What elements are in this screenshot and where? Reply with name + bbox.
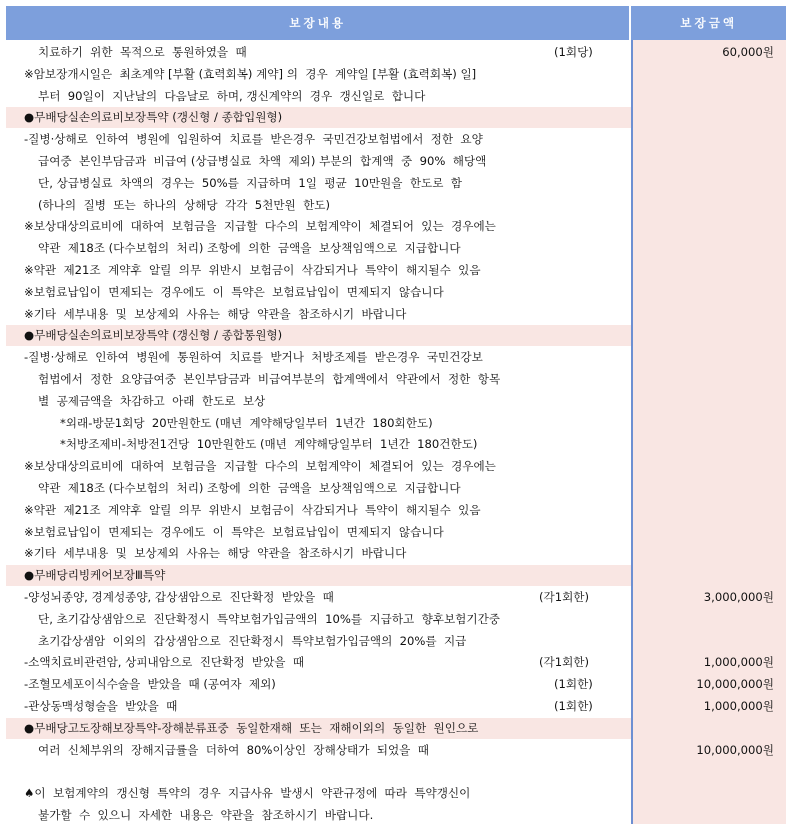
amount-cell bbox=[633, 42, 786, 63]
line-text: ※보험료납입이 면제되는 경우에도 이 특약은 보험료납입이 면제되지 않습니다 bbox=[24, 524, 444, 539]
amount-cell bbox=[633, 652, 786, 673]
frequency-limit: (1회한) bbox=[554, 699, 593, 713]
coverage-line bbox=[6, 391, 631, 412]
line-text: ※약관 제21조 계약후 알릴 의무 위반시 보험금이 삭감되거나 특약이 해지될수 있음 bbox=[24, 263, 481, 277]
coverage-line bbox=[6, 86, 631, 107]
line-text: -조혈모세포이식수술을 받았을 때 (공여자 제외) bbox=[24, 677, 276, 692]
coverage-line bbox=[6, 696, 631, 717]
line-text: ♠이 보험계약의 갱신형 특약의 경우 지급사유 발생시 약관규정에 따라 특약갱신이 bbox=[24, 786, 471, 801]
section-heading-row bbox=[6, 107, 631, 128]
coverage-line bbox=[6, 740, 631, 761]
amount-cell bbox=[633, 674, 786, 695]
coverage-line bbox=[6, 216, 631, 237]
line-text: *외래-방문1회당 20만원한도 (매년 계약해당일부터 1년간 180회한도) bbox=[60, 415, 433, 430]
line-text: ※보상대상의료비에 대하여 보험금을 지급할 다수의 보험계약이 체결되어 있는 경우에는 bbox=[24, 459, 496, 474]
coverage-line bbox=[6, 129, 631, 150]
line-text: 단, 상급병실료 차액의 경우는 50%를 지급하며 1일 평균 10만원을 한도로 함 bbox=[38, 175, 462, 190]
amount-value: 60,000원 bbox=[722, 45, 774, 59]
line-text: ※기타 세부내용 및 보상제외 사유는 해당 약관을 참조하시기 바랍니다 bbox=[24, 306, 407, 321]
amount-cell bbox=[633, 696, 786, 717]
line-text: ●무배당고도장해보장특약-장해분류표중 동일한재해 또는 재해이외의 동일한 원인으로 bbox=[24, 720, 479, 735]
line-text: -양성뇌종양, 경계성종양, 갑상샘암으로 진단확정 받았을 때 bbox=[24, 590, 334, 604]
line-text: *처방조제비-처방전1건당 10만원한도 (매년 계약해당일부터 1년간 180건한도) bbox=[60, 437, 478, 452]
line-text: ※보험료납입이 면제되는 경우에도 이 특약은 보험료납입이 면제되지 않습니다 bbox=[24, 284, 444, 299]
coverage-line bbox=[6, 522, 631, 543]
line-text: 치료하기 위한 목적으로 통원하였을 때 bbox=[38, 45, 247, 59]
coverage-line bbox=[6, 42, 631, 63]
coverage-line bbox=[6, 260, 631, 281]
line-text: -질병·상해로 인하여 병원에 통원하여 치료를 받거나 처방조제를 받은경우 국민건강보 bbox=[24, 350, 483, 365]
frequency-limit: (각1회한) bbox=[539, 655, 590, 670]
amount-cell bbox=[633, 740, 786, 761]
amount-value: 10,000,000원 bbox=[696, 742, 774, 757]
line-text: (하나의 질병 또는 하나의 상해당 각각 5천만원 한도) bbox=[38, 197, 331, 212]
line-text: -소액치료비관련암, 상피내암으로 진단확정 받았을 때 bbox=[24, 655, 305, 670]
line-text: ●무배당실손의료비보장특약 (갱신형 / 종합입원형) bbox=[24, 110, 283, 125]
amount-value: 10,000,000원 bbox=[696, 677, 774, 692]
coverage-line bbox=[6, 369, 631, 390]
line-text: 약관 제18조 (다수보험의 처리) 조항에 의한 금액을 보상책임액으로 지급합니다 bbox=[38, 481, 461, 495]
header-content-label: 보장내용 bbox=[289, 16, 347, 30]
line-text: 험법에서 정한 요양급여중 본인부담금과 비급여부분의 합계액에서 약관에서 정한 항목 bbox=[38, 372, 501, 386]
line-text: -질병·상해로 인하여 병원에 입원하여 치료를 받은경우 국민건강보험법에서 정한 요양 bbox=[24, 132, 483, 147]
amount-value: 1,000,000원 bbox=[703, 655, 774, 670]
line-text: ●무배당리빙케어보장Ⅲ특약 bbox=[24, 568, 166, 583]
coverage-line bbox=[6, 587, 631, 608]
coverage-line bbox=[6, 805, 631, 826]
section-heading-row bbox=[6, 565, 631, 586]
table-header bbox=[6, 6, 786, 40]
coverage-line bbox=[6, 173, 631, 194]
line-text: 별 공제금액을 차감하고 아래 한도로 보상 bbox=[38, 393, 266, 408]
coverage-line bbox=[6, 347, 631, 368]
amount-value: 1,000,000원 bbox=[703, 699, 774, 713]
amount-value: 3,000,000원 bbox=[703, 590, 774, 604]
coverage-line bbox=[6, 761, 631, 782]
section-heading-row bbox=[6, 718, 631, 739]
coverage-line bbox=[6, 609, 631, 630]
coverage-line bbox=[6, 478, 631, 499]
line-text: 부터 90일이 지난날의 다음날로 하며, 갱신계약의 경우 갱신일로 합니다 bbox=[38, 88, 426, 103]
line-text: ※약관 제21조 계약후 알릴 의무 위반시 보험금이 삭감되거나 특약이 해지될수 있음 bbox=[24, 502, 481, 517]
frequency-limit: (각1회한) bbox=[539, 590, 590, 604]
amount-cell bbox=[633, 587, 786, 608]
line-text: 불가할 수 있으니 자세한 내용은 약관을 참조하시기 바랍니다. bbox=[38, 808, 374, 822]
line-text: 급여중 본인부담금과 비급여 (상급병실료 차액 제외) 부분의 합계액 중 90% 해당액 bbox=[38, 154, 487, 168]
line-text: -관상동맥성형술을 받았을 때 bbox=[24, 699, 178, 713]
header-amount-label: 보장금액 bbox=[680, 16, 738, 30]
coverage-line bbox=[6, 783, 631, 804]
coverage-line bbox=[6, 282, 631, 303]
coverage-line bbox=[6, 304, 631, 325]
section-heading-row bbox=[6, 325, 631, 346]
line-text: 초기갑상샘암 이외의 갑상샘암으로 진단확정시 특약보험가입금액의 20%를 지급 bbox=[38, 633, 467, 648]
coverage-line bbox=[6, 456, 631, 477]
coverage-line bbox=[6, 674, 631, 695]
frequency-limit: (1회한) bbox=[554, 677, 593, 692]
line-text: ●무배당실손의료비보장특약 (갱신형 / 종합통원형) bbox=[24, 328, 283, 343]
coverage-line bbox=[6, 151, 631, 172]
coverage-line bbox=[6, 195, 631, 216]
coverage-line bbox=[6, 543, 631, 564]
coverage-line bbox=[6, 631, 631, 652]
line-text: ※보상대상의료비에 대하여 보험금을 지급할 다수의 보험계약이 체결되어 있는 경우에는 bbox=[24, 219, 496, 234]
coverage-line bbox=[6, 652, 631, 673]
line-text: ※기타 세부내용 및 보상제외 사유는 해당 약관을 참조하시기 바랍니다 bbox=[24, 546, 407, 561]
coverage-line bbox=[6, 238, 631, 259]
coverage-line bbox=[6, 64, 631, 85]
coverage-line bbox=[6, 500, 631, 521]
coverage-line bbox=[6, 413, 631, 434]
coverage-line bbox=[6, 434, 631, 455]
line-text: 약관 제18조 (다수보험의 처리) 조항에 의한 금액을 보상책임액으로 지급합니다 bbox=[38, 241, 461, 256]
frequency-limit: (1회당) bbox=[554, 45, 593, 59]
line-text: ※암보장개시일은 최초계약 [부활 (효력회복) 계약] 의 경우 계약일 [부활 (효력회복) 일] bbox=[24, 66, 477, 81]
line-text: 여러 신체부위의 장해지급률을 더하여 80%이상인 장해상태가 되었을 때 bbox=[38, 742, 429, 757]
line-text: 단, 초기갑상샘암으로 진단확정시 특약보험가입금액의 10%를 지급하고 향후보험기간중 bbox=[38, 611, 500, 626]
